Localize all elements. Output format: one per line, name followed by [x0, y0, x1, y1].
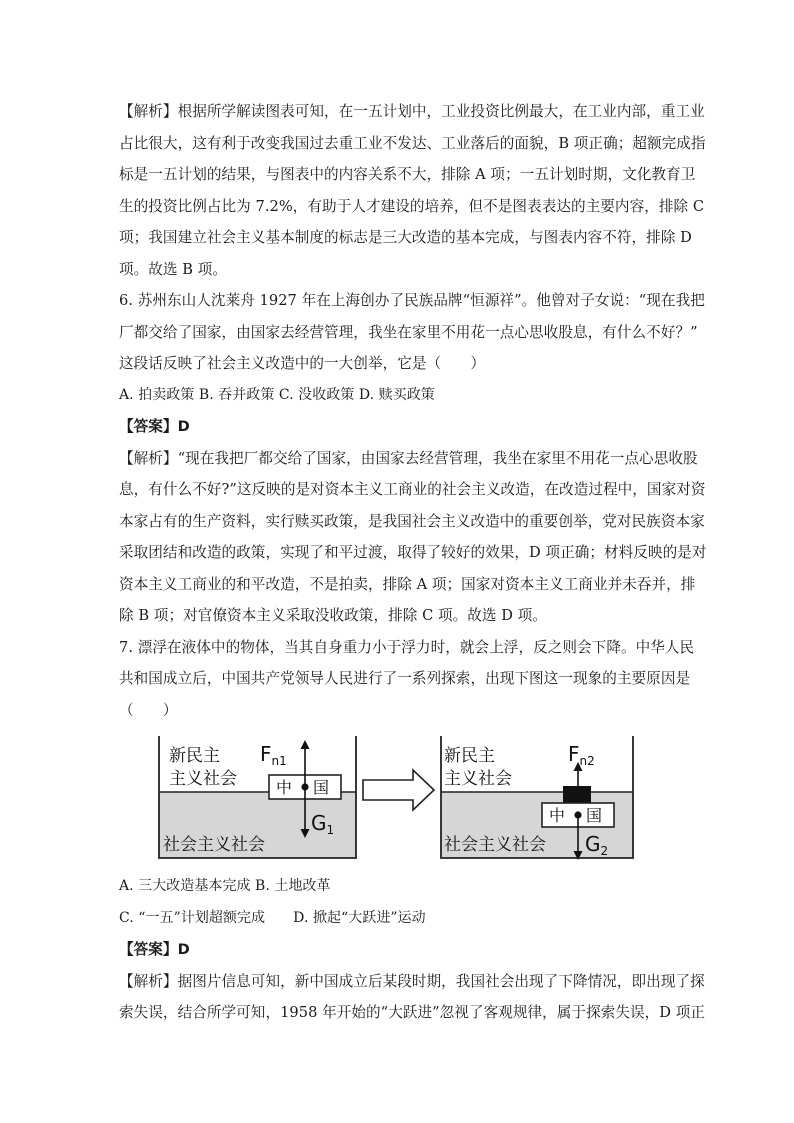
left-force-down-label: $G_1$ — [311, 811, 335, 837]
q7-stem-line: 7. 漂浮在液体中的物体，当其自身重力小于浮力时，就会上浮，反之则会下降。中华人民 — [119, 638, 695, 656]
right-top-label-2: 主义社会 — [444, 769, 512, 789]
q5-analysis-line: 项；我国建立社会主义基本制度的标志是三大改造的基本完成，与图表内容不符，排除 D — [119, 229, 692, 246]
buoyancy-figure — [119, 730, 675, 867]
left-box-char-2: 国 — [313, 778, 330, 797]
q5-analysis-line: 生的投资比例占比为 7.2%，有助于人才建设的培养，但不是图表表达的主要内容，排除 C — [119, 197, 705, 215]
left-force-up-label: $F_{n1}$ — [260, 742, 287, 768]
right-top-label-1: 新民主 — [444, 746, 495, 766]
right-box-char-1: 中 — [549, 806, 566, 825]
document-page — [119, 96, 707, 1029]
left-top-label-2: 主义社会 — [169, 769, 237, 789]
q7-answer: 【答案】D — [119, 941, 190, 958]
q7-options-line: A. 三大改造基本完成 B. 土地改革 — [119, 878, 331, 894]
q7-stem-line: 共和国成立后，中国共产党领导人民进行了一系列探索，出现下图这一现象的主要原因是 — [119, 670, 691, 687]
q6-analysis-line: 采取团结和改造的政策，实现了和平过渡，取得了较好的效果，D 项正确；材料反映的是对 — [119, 544, 707, 561]
buoyancy-diagram — [119, 730, 639, 867]
q5-analysis-line: 【解析】根据所学解读图表可知，在一五计划中，工业投资比例最大，在工业内部，重工业 — [119, 103, 705, 120]
q5-analysis-line: 占比很大，这有利于改变我国过去重工业不发达、工业落后的面貌，B 项正确；超额完成指 — [119, 134, 706, 152]
q7-analysis-line: 【解析】据图片信息可知，新中国成立后某段时期，我国社会出现了下降情况，即出现了探 — [119, 972, 705, 990]
q6-answer: 【答案】D — [119, 418, 190, 435]
right-bottom-label: 社会主义社会 — [444, 835, 546, 855]
right-box-char-2: 国 — [586, 806, 603, 825]
right-weight-block — [563, 786, 591, 803]
q6-analysis-line: 本家占有的生产资料，实行赎买政策，是我国社会主义改造中的重要创举，党对民族资本家 — [119, 512, 705, 530]
left-bottom-label: 社会主义社会 — [163, 835, 265, 855]
transition-arrow-icon — [363, 770, 434, 810]
left-top-label-1: 新民主 — [169, 746, 220, 766]
q6-analysis-line: 息，有什么不好?”这反映的是对资本主义工商业的社会主义改造，在改造过程中，国家对资 — [119, 481, 706, 498]
q7-options-line: C. “一五”计划超额完成 D. 掀起“大跃进”运动 — [119, 909, 426, 926]
q6-analysis-line: 【解析】“现在我把厂都交给了国家，由国家去经营管理，我坐在家里不用花一点心思收股 — [119, 449, 698, 467]
q5-analysis-line: 项。故选 B 项。 — [119, 260, 228, 278]
q6-analysis-line: 除 B 项；对官僚资本主义采取没收政策，排除 C 项。故选 D 项。 — [119, 607, 547, 624]
question-6 — [119, 285, 707, 632]
q6-stem-line: 6. 苏州东山人沈莱舟 1927 年在上海创办了民族品牌“恒源祥”。他曾对子女说：“现在我把 — [119, 292, 705, 309]
left-up-arrowhead — [301, 740, 310, 749]
q5-analysis-line: 标是一五计划的结果，与图表中的内容关系不大，排除 A 项；一五计划时期，文化教育卫 — [119, 166, 696, 183]
question-7 — [119, 632, 706, 1029]
q7-stem-line: （ ） — [119, 701, 178, 719]
left-box-char-1: 中 — [276, 778, 293, 797]
q6-analysis-line: 资本主义工商业的和平改造，不是拍卖，排除 A 项；国家对资本主义工商业并未吞并，排 — [119, 575, 696, 593]
q6-stem-line: 厂都交给了国家，由国家去经营管理，我坐在家里不用花一点心思收股息，有什么不好？” — [119, 323, 698, 341]
right-container — [441, 736, 633, 860]
q5-analysis — [119, 96, 706, 285]
right-force-down-label: $G_2$ — [585, 832, 609, 858]
right-force-up-label: $F_{n2}$ — [568, 742, 595, 768]
q6-stem-line: 这段话反映了社会主义改造中的一大创举，它是（ ） — [119, 355, 486, 372]
q6-options: A. 拍卖政策 B. 吞并政策 C. 没收政策 D. 赎买政策 — [119, 386, 435, 403]
q7-analysis-line: 索失误，结合所学可知，1958 年开始的“大跃进”忽视了客观规律，属于探索失误，D 项正 — [119, 1004, 706, 1021]
left-container — [159, 736, 356, 858]
